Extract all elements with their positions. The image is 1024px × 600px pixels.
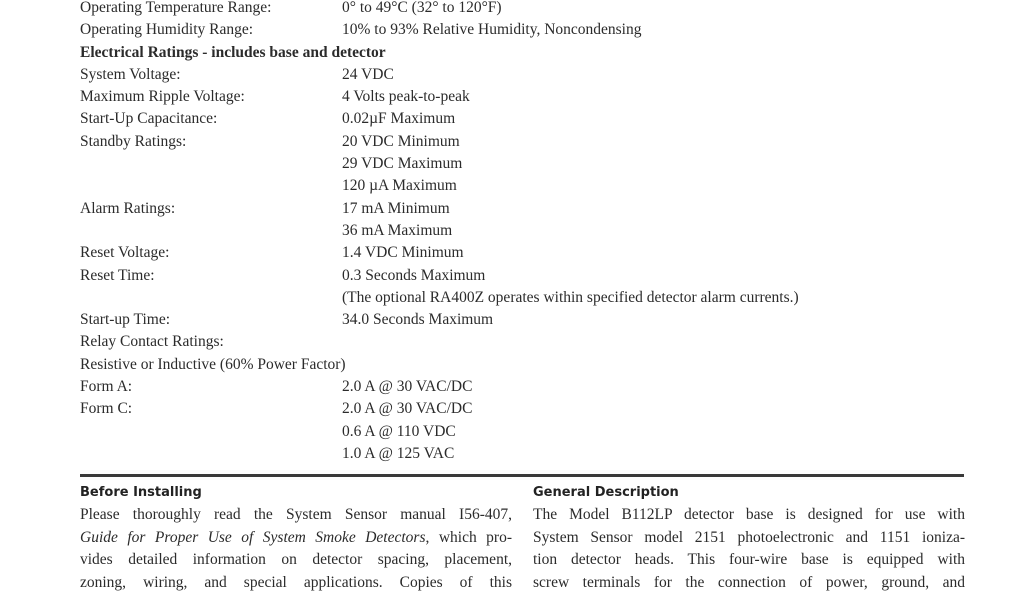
spec-label bbox=[80, 153, 342, 175]
spec-value: 17 mA Minimum bbox=[342, 199, 450, 217]
spec-row bbox=[80, 376, 980, 398]
line-text: Please thoroughly read the System Sensor manual I56-407, bbox=[80, 506, 512, 523]
before-installing-section bbox=[80, 482, 512, 594]
spec-value: 20 VDC Minimum bbox=[342, 132, 460, 150]
spec-label: Operating Humidity Range: bbox=[80, 21, 254, 39]
spec-label: Form C: bbox=[80, 400, 133, 418]
spec-row bbox=[80, 64, 980, 86]
electrical-ratings-heading: Electrical Ratings - includes base and detector bbox=[80, 43, 386, 61]
spec-value: 36 mA Maximum bbox=[342, 221, 453, 239]
spec-label: Standby Ratings: bbox=[80, 132, 187, 150]
spec-row bbox=[80, 398, 980, 420]
spec-value: 0.3 Seconds Maximum bbox=[342, 266, 486, 284]
spec-label: Reset Time: bbox=[80, 266, 155, 284]
spec-row bbox=[80, 131, 980, 153]
spec-value: 2.0 A @ 30 VAC/DC bbox=[342, 400, 473, 418]
spec-row bbox=[80, 175, 980, 197]
spec-row bbox=[80, 198, 980, 220]
spec-row bbox=[80, 242, 980, 264]
spec-value: 29 VDC Maximum bbox=[342, 155, 463, 173]
spec-value: 0.6 A @ 110 VDC bbox=[342, 422, 456, 440]
spec-label: Resistive or Inductive (60% Power Factor) bbox=[80, 355, 346, 373]
spec-value: 0° to 49°C (32° to 120°F) bbox=[342, 0, 502, 16]
spec-label: Operating Temperature Range: bbox=[80, 0, 272, 16]
line-text: System Sensor model 2151 photoelectronic and 1151 ioniza- bbox=[533, 528, 965, 546]
spec-row bbox=[80, 287, 980, 309]
spec-label bbox=[80, 220, 342, 242]
general-description-section bbox=[533, 482, 965, 594]
spec-row bbox=[80, 443, 980, 465]
line-text: , which pro- bbox=[425, 528, 512, 546]
paragraph-line bbox=[533, 504, 965, 527]
spec-label: Start-Up Capacitance: bbox=[80, 110, 218, 128]
spec-value: 2.0 A @ 30 VAC/DC bbox=[342, 378, 473, 396]
paragraph-line bbox=[80, 572, 512, 595]
spec-label: Relay Contact Ratings: bbox=[80, 333, 224, 351]
spec-label: Form A: bbox=[80, 378, 133, 396]
section-heading: General Description bbox=[533, 485, 679, 500]
spec-value: 1.4 VDC Minimum bbox=[342, 244, 464, 262]
spec-row bbox=[80, 331, 980, 353]
spec-value: 120 µA Maximum bbox=[342, 177, 457, 195]
spec-label: Alarm Ratings: bbox=[80, 199, 176, 217]
line-text: screw terminals for the connection of power, ground, and bbox=[533, 573, 965, 591]
spec-label: Reset Voltage: bbox=[80, 244, 170, 262]
spec-row bbox=[80, 354, 980, 376]
section-heading: Before Installing bbox=[80, 485, 202, 500]
spec-row bbox=[80, 0, 980, 19]
spec-row bbox=[80, 19, 980, 41]
spec-row bbox=[80, 265, 980, 287]
guide-title: Guide for Proper Use of System Smoke Detectors bbox=[80, 528, 426, 546]
spec-value: 0.02µF Maximum bbox=[342, 110, 456, 128]
spec-row bbox=[80, 421, 980, 443]
paragraph-line bbox=[533, 527, 965, 550]
spec-label: Start-up Time: bbox=[80, 311, 171, 329]
spec-row bbox=[80, 220, 980, 242]
spec-value: 4 Volts peak-to-peak bbox=[342, 88, 470, 106]
paragraph-line bbox=[80, 549, 512, 572]
line-text: vides detailed information on detector spacing, placement, bbox=[80, 551, 512, 569]
spec-row bbox=[80, 309, 980, 331]
spec-value: 1.0 A @ 125 VAC bbox=[342, 444, 455, 462]
spec-row bbox=[80, 86, 980, 108]
line-text: zoning, wiring, and special applications. Copies of this bbox=[80, 573, 512, 591]
paragraph-line bbox=[533, 572, 965, 595]
section-divider bbox=[80, 474, 964, 477]
paragraph-line bbox=[80, 504, 512, 527]
specifications-table bbox=[80, 0, 980, 465]
spec-label: Maximum Ripple Voltage: bbox=[80, 88, 245, 106]
spec-value: 10% to 93% Relative Humidity, Noncondensing bbox=[342, 21, 642, 39]
paragraph-line bbox=[533, 549, 965, 572]
spec-value: 24 VDC bbox=[342, 65, 394, 83]
spec-label: System Voltage: bbox=[80, 65, 181, 83]
line-text: The Model B112LP detector base is designed for use with bbox=[533, 506, 965, 523]
spec-label bbox=[80, 443, 342, 465]
spec-value: 34.0 Seconds Maximum bbox=[342, 311, 494, 329]
spec-label bbox=[80, 287, 342, 309]
spec-row bbox=[80, 108, 980, 130]
spec-value: (The optional RA400Z operates within specified detector alarm currents.) bbox=[342, 288, 799, 306]
paragraph-line bbox=[80, 527, 512, 550]
spec-label bbox=[80, 175, 342, 197]
spec-row bbox=[80, 153, 980, 175]
line-text: tion detector heads. This four-wire base is equipped with bbox=[533, 551, 965, 569]
spec-label bbox=[80, 421, 342, 443]
